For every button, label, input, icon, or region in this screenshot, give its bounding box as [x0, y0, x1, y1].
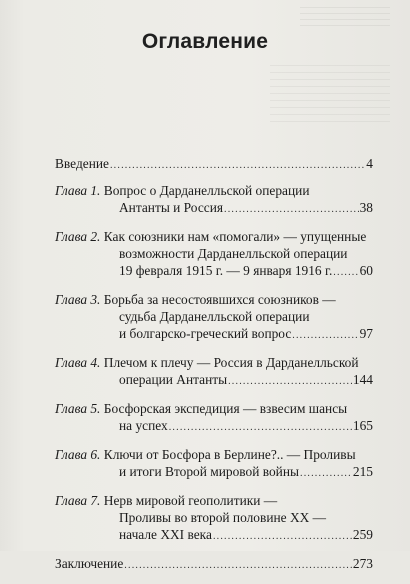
toc-title-line: Ключи от Босфора в Берлине?.. — Проливы [103, 447, 356, 462]
table-of-contents [55, 155, 373, 584]
toc-title-line: и болгарско-греческий вопрос [119, 326, 292, 341]
toc-entry-chapter-1 [55, 182, 373, 218]
toc-line [55, 555, 373, 574]
toc-line [55, 463, 373, 482]
toc-title-line: Вопрос о Дарданелльской операции [103, 183, 310, 198]
toc-line: возможности Дарданелльской операции [119, 246, 348, 261]
show-through-texture [300, 6, 390, 26]
toc-line [55, 371, 373, 390]
toc-line [55, 182, 373, 199]
dot-leader [292, 327, 358, 344]
toc-line [55, 446, 373, 463]
dot-leader [169, 419, 352, 436]
toc-title-line: начале XXI века [119, 527, 212, 542]
toc-entry-chapter-5 [55, 400, 373, 436]
toc-title-line: Антанты и Россия [119, 200, 224, 215]
chapter-label: Глава 7. [55, 493, 101, 508]
toc-line: Проливы во второй половине XX — [119, 510, 327, 525]
toc-title-line: 19 февраля 1915 г. — 9 января 1916 г. [119, 263, 333, 278]
toc-entry-chapter-2 [55, 228, 373, 281]
toc-line [55, 354, 373, 371]
toc-title-line: Как союзники нам «помогали» — упущенные [103, 229, 367, 244]
toc-title-line: Борьба за несостоявшихся союзников — [103, 292, 336, 307]
toc-title: Введение [55, 156, 109, 171]
toc-line [55, 417, 373, 436]
toc-line [55, 291, 373, 308]
page-number: 259 [352, 527, 373, 542]
toc-entry-conclusion [55, 555, 373, 574]
toc-entry-chapter-6 [55, 446, 373, 482]
chapter-label: Глава 6. [55, 447, 101, 462]
chapter-label: Глава 4. [55, 355, 101, 370]
page-number: 273 [352, 556, 373, 571]
toc-entry-introduction [55, 155, 373, 174]
toc-title-line: на успех [119, 418, 168, 433]
toc-line [55, 228, 373, 245]
toc-title-line: Нерв мировой геополитики — [103, 493, 278, 508]
toc-line [55, 492, 373, 509]
dot-leader [300, 465, 352, 482]
show-through-texture [270, 62, 390, 122]
dot-leader [213, 528, 352, 545]
toc-line: судьба Дарданелльской операции [119, 309, 310, 324]
toc-line [55, 199, 373, 218]
toc-line [55, 155, 373, 174]
toc-title-line: операции Антанты [119, 372, 228, 387]
dot-leader [228, 373, 352, 390]
toc-line [55, 262, 373, 281]
page-number: 97 [359, 326, 373, 341]
page-number: 38 [359, 200, 373, 215]
dot-leader [110, 157, 365, 174]
toc-entry-chapter-3 [55, 291, 373, 344]
page-title: Оглавление [141, 30, 269, 53]
chapter-label: Глава 1. [55, 183, 101, 198]
chapter-label: Глава 3. [55, 292, 101, 307]
dot-leader [224, 201, 359, 218]
toc-title-line: Плечом к плечу — Россия в Дарданелльской [103, 355, 359, 370]
page-number: 165 [352, 418, 373, 433]
toc-line [55, 325, 373, 344]
toc-title-line: и итоги Второй мировой войны [119, 464, 299, 479]
chapter-label: Глава 5. [55, 401, 101, 416]
dot-leader [333, 264, 358, 281]
page-number: 144 [352, 372, 373, 387]
toc-line [55, 400, 373, 417]
page-number: 60 [359, 263, 373, 278]
page-number: 215 [352, 464, 373, 479]
toc-line [55, 526, 373, 545]
chapter-label: Глава 2. [55, 229, 101, 244]
dot-leader [124, 557, 352, 574]
toc-title: Заключение [55, 556, 124, 571]
toc-entry-chapter-4 [55, 354, 373, 390]
toc-entry-chapter-7 [55, 492, 373, 545]
page-number: 4 [366, 156, 373, 171]
toc-title-line: Босфорская экспедиция — взвесим шансы [103, 401, 348, 416]
